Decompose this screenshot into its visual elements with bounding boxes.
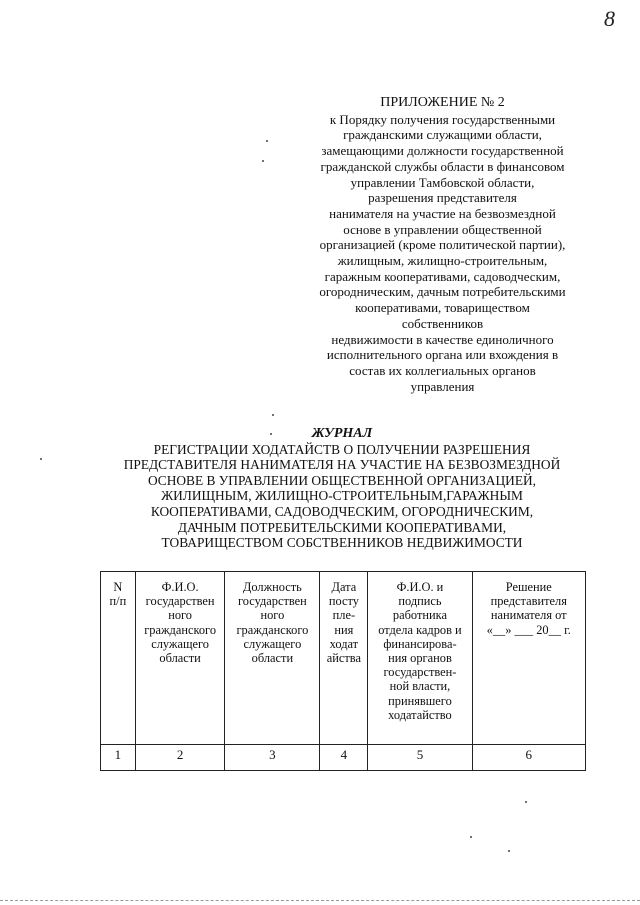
appendix-block (300, 95, 585, 394)
scan-edge-line (0, 900, 640, 902)
table-cell: 2 (135, 745, 225, 771)
appendix-line: управлении Тамбовской области, (350, 174, 535, 190)
header-line: финансирова- (383, 636, 457, 651)
scan-speck (262, 160, 264, 162)
scan-speck (508, 850, 510, 852)
appendix-line: кооперативами, товариществом (355, 300, 530, 316)
appendix-line: жилищным, жилищно-строительным, (337, 253, 548, 269)
header-line: ходат (329, 636, 359, 651)
appendix-line: гаражным кооперативами, садоводческим, (324, 268, 561, 284)
header-line: нанимателя от (490, 608, 567, 623)
header-line: работника (392, 608, 447, 623)
header-line: ния (334, 622, 354, 637)
appendix-line: замещающими должности государственной (321, 143, 564, 159)
appendix-line: собственников (401, 315, 484, 331)
header-line: гражданского (236, 622, 309, 637)
table-header-row (101, 572, 586, 745)
header-line: служащего (151, 636, 209, 651)
table-cell: 1 (101, 745, 136, 771)
header-line: Ф.И.О. и (396, 580, 444, 594)
table-cell: 4 (320, 745, 368, 771)
header-cell-receiver (368, 572, 472, 745)
header-line: гражданского (144, 622, 217, 637)
scan-speck (270, 433, 272, 435)
scan-speck (266, 140, 268, 142)
appendix-line: управления (410, 378, 475, 394)
header-line: N (113, 580, 123, 594)
table-row (101, 745, 586, 771)
header-line: Решение (505, 580, 552, 594)
header-line: отдела кадров и (378, 622, 462, 637)
header-line: айства (326, 651, 361, 666)
appendix-line: основе в управлении общественной (343, 221, 542, 237)
appendix-line: гражданской службы области в финансовом (320, 158, 565, 174)
table-cell: 6 (472, 745, 585, 771)
appendix-line: нанимателя на участие на безвозмездной (329, 205, 556, 221)
header-line: служащего (243, 636, 302, 651)
journal-line: ПРЕДСТАВИТЕЛЯ НАНИМАТЕЛЯ НА УЧАСТИЕ НА БЕЗВОЗМЕЗДНОЙ (123, 457, 561, 473)
header-cell-position (225, 572, 320, 745)
header-cell-decision (472, 572, 585, 745)
journal-line: РЕГИСТРАЦИИ ХОДАТАЙСТВ О ПОЛУЧЕНИИ РАЗРЕШЕНИЯ (153, 441, 531, 457)
header-line: подпись (398, 594, 442, 609)
header-line: п/п (109, 594, 127, 609)
header-line: государствен (237, 594, 307, 609)
page-number: 8 (604, 6, 615, 31)
journal-line: ЖИЛИЩНЫМ, ЖИЛИЩНО-СТРОИТЕЛЬНЫМ,ГАРАЖНЫМ (161, 488, 523, 504)
table-cell: 5 (368, 745, 472, 771)
header-line: принявшего (388, 693, 452, 708)
header-line: государствен (145, 594, 215, 609)
appendix-line: состав их коллегиальных органов (349, 362, 536, 378)
header-cell-number (101, 572, 136, 745)
appendix-line: исполнительного органа или вхождения в (326, 347, 559, 363)
header-line: государствен- (383, 665, 457, 680)
header-line: пле- (332, 608, 356, 623)
appendix-line: огородническим, дачным потребительскими (319, 284, 566, 300)
header-line: ния органов (388, 651, 452, 666)
header-line: ходатайство (388, 707, 452, 722)
header-line: ного (260, 608, 285, 623)
appendix-line: недвижимости в качестве единоличного (331, 331, 554, 347)
appendix-line: организацией (кроме политической партии), (319, 237, 566, 253)
header-line: ной власти, (389, 679, 451, 694)
journal-line: КООПЕРАТИВАМИ, САДОВОДЧЕСКИМ, ОГОРОДНИЧЕСКИМ, (150, 503, 534, 519)
journal-line: ТОВАРИЩЕСТВОМ СОБСТВЕННИКОВ НЕДВИЖИМОСТИ (161, 535, 523, 551)
appendix-line: гражданскими служащими области, (343, 127, 542, 143)
header-line: «__» ___ 20__ г. (486, 622, 571, 637)
table-cell: 3 (225, 745, 320, 771)
scan-speck (272, 414, 274, 416)
appendix-title: ПРИЛОЖЕНИЕ № 2 (380, 95, 505, 110)
scan-speck (40, 458, 42, 460)
register-table (100, 571, 586, 771)
scan-speck (470, 836, 472, 838)
header-line: области (251, 651, 294, 666)
header-line: ного (168, 608, 192, 623)
appendix-line: разрешения представителя (368, 190, 517, 206)
header-cell-date (320, 572, 368, 745)
header-cell-fio (135, 572, 225, 745)
journal-heading: ЖУРНАЛ (311, 426, 373, 441)
header-line: Ф.И.О. (161, 580, 199, 594)
header-line: представителя (490, 594, 567, 609)
journal-title-block (92, 426, 592, 551)
header-line: посту (328, 594, 359, 609)
header-line: области (159, 651, 201, 666)
journal-line: ОСНОВЕ В УПРАВЛЕНИИ ОБЩЕСТВЕННОЙ ОРГАНИЗАЦИЕЙ, (147, 472, 537, 488)
journal-line: ДАЧНЫМ ПОТРЕБИТЕЛЬСКИМИ КООПЕРАТИВАМИ, (177, 519, 507, 535)
scan-speck (525, 801, 527, 803)
header-line: Дата (331, 580, 357, 594)
header-line: Должность (242, 580, 302, 594)
appendix-line: к Порядку получения государственными (329, 111, 556, 127)
